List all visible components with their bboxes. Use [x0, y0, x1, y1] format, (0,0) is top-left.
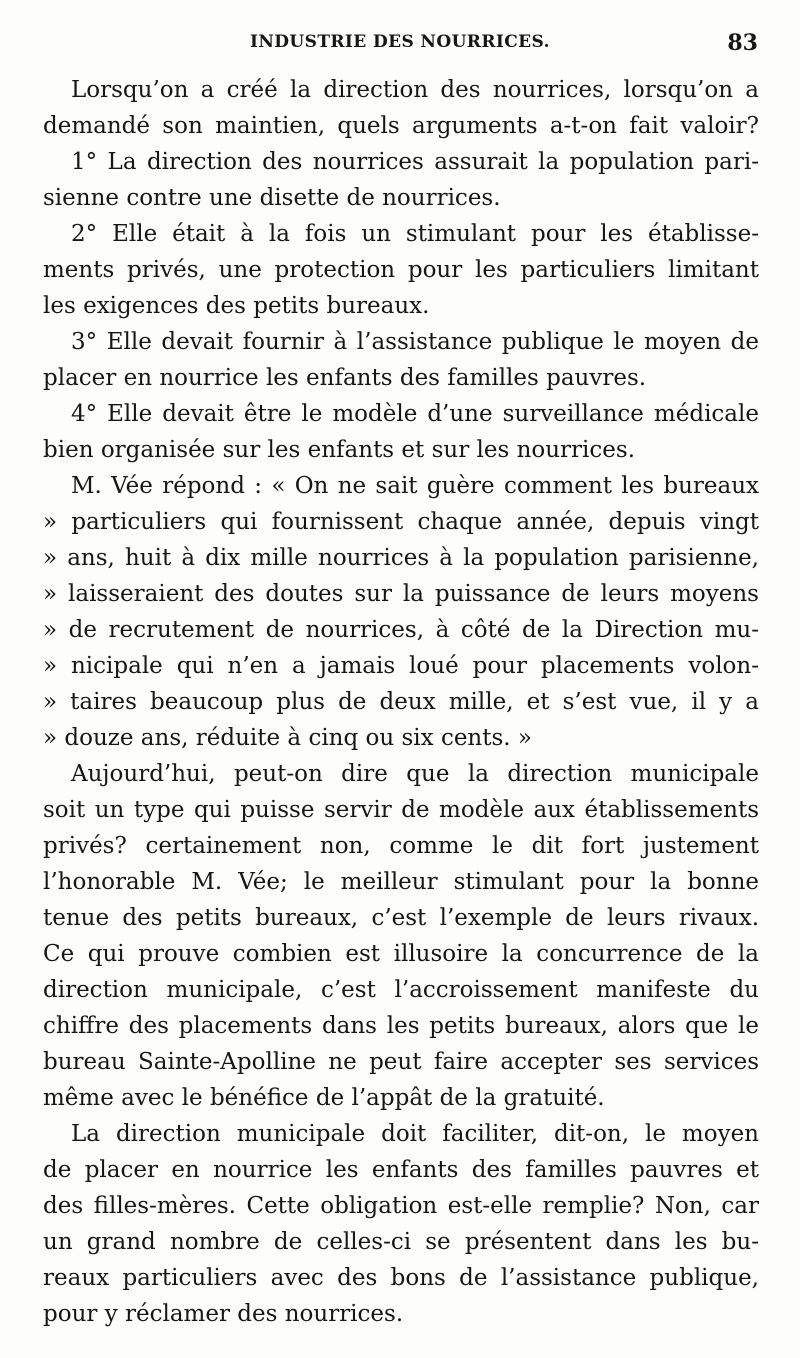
text-line: 4° Elle devait être le modèle d’une surveillance médicale — [71, 401, 759, 427]
text-line: Lorsqu’on a créé la direction des nourrices, lorsqu’on a — [71, 77, 759, 103]
text-line: sienne contre une disette de nourrices. — [43, 185, 501, 211]
text-line: » ans, huit à dix mille nourrices à la population parisienne, — [43, 545, 759, 571]
text-line: La direction municipale doit faciliter, dit-on, le moyen — [71, 1121, 759, 1147]
text-line: 3° Elle devait fournir à l’assistance publique le moyen de — [71, 329, 759, 355]
text-line: ments privés, une protection pour les particuliers limitant — [43, 257, 759, 283]
text-line: Aujourd’hui, peut-on dire que la direction municipale — [71, 761, 759, 787]
page-number: 83 — [727, 30, 758, 56]
text-line: de placer en nourrice les enfants des familles pauvres et — [43, 1157, 759, 1183]
text-line: 2° Elle était à la fois un stimulant pour les établisse- — [71, 221, 759, 247]
text-line: 1° La direction des nourrices assurait la population pari- — [71, 149, 759, 175]
text-line: chiffre des placements dans les petits bureaux, alors que le — [43, 1013, 759, 1039]
running-title: INDUSTRIE DES NOURRICES. — [250, 32, 550, 52]
text-line: bien organisée sur les enfants et sur les nourrices. — [43, 437, 636, 463]
text-line: Ce qui prouve combien est illusoire la concurrence de la — [43, 941, 759, 967]
text-line: bureau Sainte-Apolline ne peut faire accepter ses services — [43, 1049, 759, 1075]
text-line: un grand nombre de celles-ci se présentent dans les bu- — [43, 1229, 759, 1255]
text-line: M. Vée répond : « On ne sait guère comment les bureaux — [71, 473, 759, 499]
text-line: » laisseraient des doutes sur la puissance de leurs moyens — [43, 581, 759, 607]
text-line: » particuliers qui fournissent chaque année, depuis vingt — [43, 509, 759, 535]
text-line: privés? certainement non, comme le dit fort justement — [43, 833, 759, 859]
text-line: tenue des petits bureaux, c’est l’exemple de leurs rivaux. — [43, 905, 759, 931]
text-line: les exigences des petits bureaux. — [43, 293, 430, 319]
text-line: l’honorable M. Vée; le meilleur stimulant pour la bonne — [43, 869, 759, 895]
text-line: placer en nourrice les enfants des familles pauvres. — [43, 365, 647, 391]
body-text — [43, 72, 759, 1332]
text-line: des filles-mères. Cette obligation est-elle remplie? Non, car — [43, 1193, 759, 1219]
text-line: pour y réclamer des nourrices. — [43, 1301, 404, 1327]
text-line: demandé son maintien, quels arguments a-t-on fait valoir? — [43, 113, 759, 139]
page-header — [42, 32, 758, 62]
text-line: » douze ans, réduite à cinq ou six cents. » — [43, 725, 532, 751]
text-line: même avec le bénéfice de l’appât de la gratuité. — [43, 1085, 605, 1111]
text-line: reaux particuliers avec des bons de l’assistance publique, — [43, 1265, 759, 1291]
text-line: direction municipale, c’est l’accroissement manifeste du — [43, 977, 759, 1003]
text-line: » de recrutement de nourrices, à côté de la Direction mu- — [43, 617, 759, 643]
text-line: » nicipale qui n’en a jamais loué pour placements volon- — [43, 653, 759, 679]
text-line: soit un type qui puisse servir de modèle aux établissements — [43, 797, 759, 823]
text-line: » taires beaucoup plus de deux mille, et s’est vue, il y a — [43, 689, 759, 715]
